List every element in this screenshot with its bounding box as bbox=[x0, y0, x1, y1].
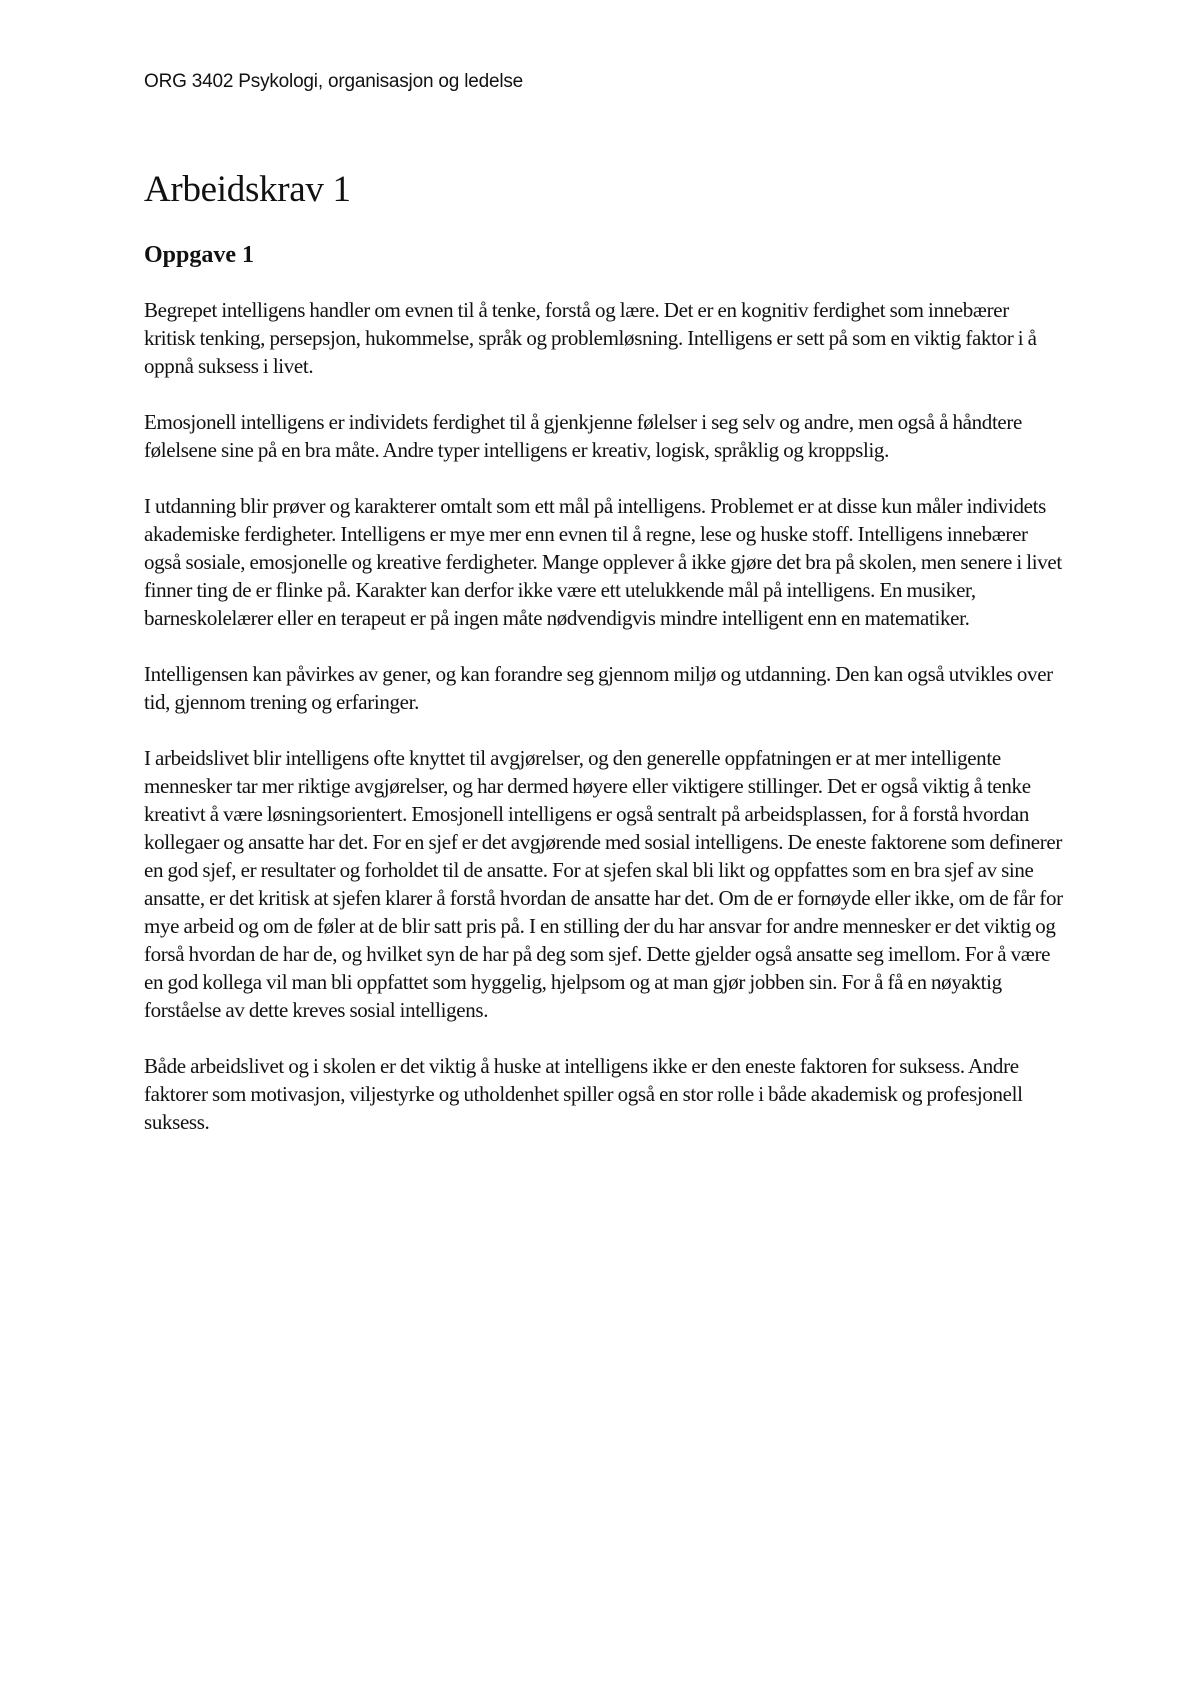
paragraph: I utdanning blir prøver og karakterer omtalt som ett mål på intelligens. Problemet er at disse kun måler individets akademiske ferdigheter. Intelligens er mye mer enn evnen til å regne, lese og huske stoff. Intelligens innebærer også sosiale, emosjonelle og kreative ferdigheter. Mange opplever å ikke gjøre det bra på skolen, men senere i livet finner ting de er flinke på. Karakter kan derfor ikke være ett utelukkende mål på intelligens. En musiker, barneskolelærer eller en terapeut er på ingen måte nødvendigvis mindre intelligent enn en matematiker. bbox=[144, 494, 1062, 630]
body-text bbox=[144, 296, 1064, 1136]
paragraph: Begrepet intelligens handler om evnen til å tenke, forstå og lære. Det er en kognitiv ferdighet som innebærer kritisk tenking, persepsjon, hukommelse, språk og problemløsning. Intelligens er sett på som en viktig faktor i å oppnå suksess i livet. bbox=[144, 298, 1037, 378]
document-page bbox=[144, 70, 1064, 1164]
course-header: ORG 3402 Psykologi, organisasjon og ledelse bbox=[144, 71, 524, 92]
document-title: Arbeidskrav 1 bbox=[144, 169, 351, 210]
paragraph: Intelligensen kan påvirkes av gener, og kan forandre seg gjennom miljø og utdanning. Den kan også utvikles over tid, gjennom trening og erfaringer. bbox=[144, 662, 1053, 714]
paragraph: I arbeidslivet blir intelligens ofte knyttet til avgjørelser, og den generelle oppfatningen er at mer intelligente mennesker tar mer riktige avgjørelser, og har dermed høyere eller viktigere stillinger. Det er også viktig å tenke kreativt å være løsningsorientert. Emosjonell intelligens er også sentralt på arbeidsplassen, for å forstå hvordan kollegaer og ansatte har det. For en sjef er det avgjørende med sosial intelligens. De eneste faktorene som definerer en god sjef, er resultater og forholdet til de ansatte. For at sjefen skal bli likt og oppfattes som en bra sjef av sine ansatte, er det kritisk at sjefen klarer å forstå hvordan de ansatte har det. Om de er fornøyde eller ikke, om de får for mye arbeid og om de føler at de blir satt pris på. I en stilling der du har ansvar for andre mennesker er det viktig og forså hvordan de har de, og hvilket syn de har på deg som sjef. Dette gjelder også ansatte seg imellom. For å være en god kollega vil man bli oppfattet som hyggelig, hjelpsom og at man gjør jobben sin. For å få en nøyaktig forståelse av dette kreves sosial intelligens. bbox=[144, 746, 1063, 1022]
paragraph: Både arbeidslivet og i skolen er det viktig å huske at intelligens ikke er den eneste faktoren for suksess. Andre faktorer som motivasjon, viljestyrke og utholdenhet spiller også en stor rolle i både akademisk og profesjonell suksess. bbox=[144, 1054, 1023, 1134]
paragraph: Emosjonell intelligens er individets ferdighet til å gjenkjenne følelser i seg selv og andre, men også å håndtere følelsene sine på en bra måte. Andre typer intelligens er kreativ, logisk, språklig og kroppslig. bbox=[144, 410, 1023, 462]
section-title: Oppgave 1 bbox=[144, 242, 255, 268]
